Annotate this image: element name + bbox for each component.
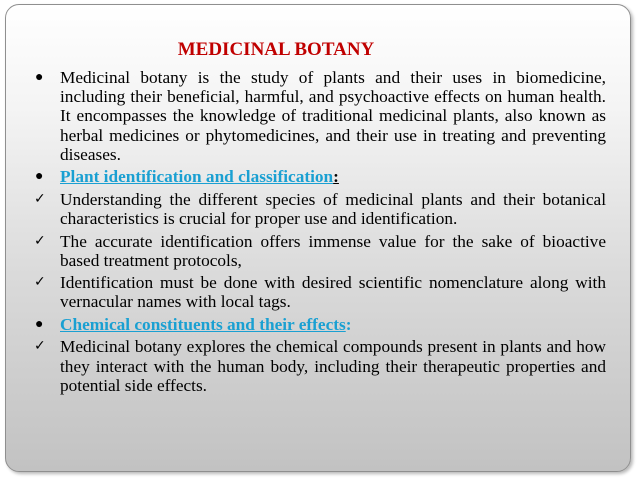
filled-circle-bullet-icon: ● bbox=[35, 169, 44, 185]
intro-text: Medicinal botany is the study of plants and their uses in biomedicine, including their beneficial, harmful, and psychoactive effects on human health. It encompasses the knowledge of traditional medicinal plants, also known as herbal medicines or phytomedicines, and their use in treating and preventing diseases. bbox=[60, 68, 606, 164]
slide-content bbox=[34, 68, 606, 398]
checkmark-icon: ✓ bbox=[34, 274, 46, 291]
checkmark-icon: ✓ bbox=[34, 232, 46, 249]
list-item bbox=[34, 190, 606, 228]
plant-identification-link[interactable]: Plant identification and classification bbox=[60, 167, 334, 187]
list-item bbox=[34, 232, 606, 270]
slide-frame bbox=[5, 4, 631, 472]
list-item-text: Understanding the different species of medicinal plants and their botanical characteristics is crucial for proper use and identification. bbox=[60, 189, 606, 229]
section-heading-chemical-constituents bbox=[34, 315, 606, 334]
checkmark-icon: ✓ bbox=[34, 338, 46, 355]
heading-colon: : bbox=[333, 167, 339, 187]
section-heading-plant-identification bbox=[34, 167, 606, 186]
chemical-constituents-link[interactable]: Chemical constituents and their effects bbox=[60, 314, 346, 334]
list-item bbox=[34, 337, 606, 395]
list-item-text: Identification must be done with desired scientific nomenclature along with vernacular names with local tags. bbox=[60, 273, 606, 312]
intro-paragraph bbox=[34, 68, 606, 164]
list-item-text: The accurate identification offers immense value for the sake of bioactive based treatment protocols, bbox=[60, 231, 606, 270]
slide-title: MEDICINAL BOTANY bbox=[177, 39, 375, 60]
heading-colon: : bbox=[345, 314, 352, 334]
filled-circle-bullet-icon: ● bbox=[35, 316, 44, 332]
filled-circle-bullet-icon: ● bbox=[35, 70, 44, 85]
list-item-text: Medicinal botany explores the chemical compounds present in plants and how they interact with the human body, including their therapeutic properties and potential side effects. bbox=[60, 337, 606, 395]
checkmark-icon: ✓ bbox=[34, 190, 46, 207]
list-item bbox=[34, 273, 606, 311]
